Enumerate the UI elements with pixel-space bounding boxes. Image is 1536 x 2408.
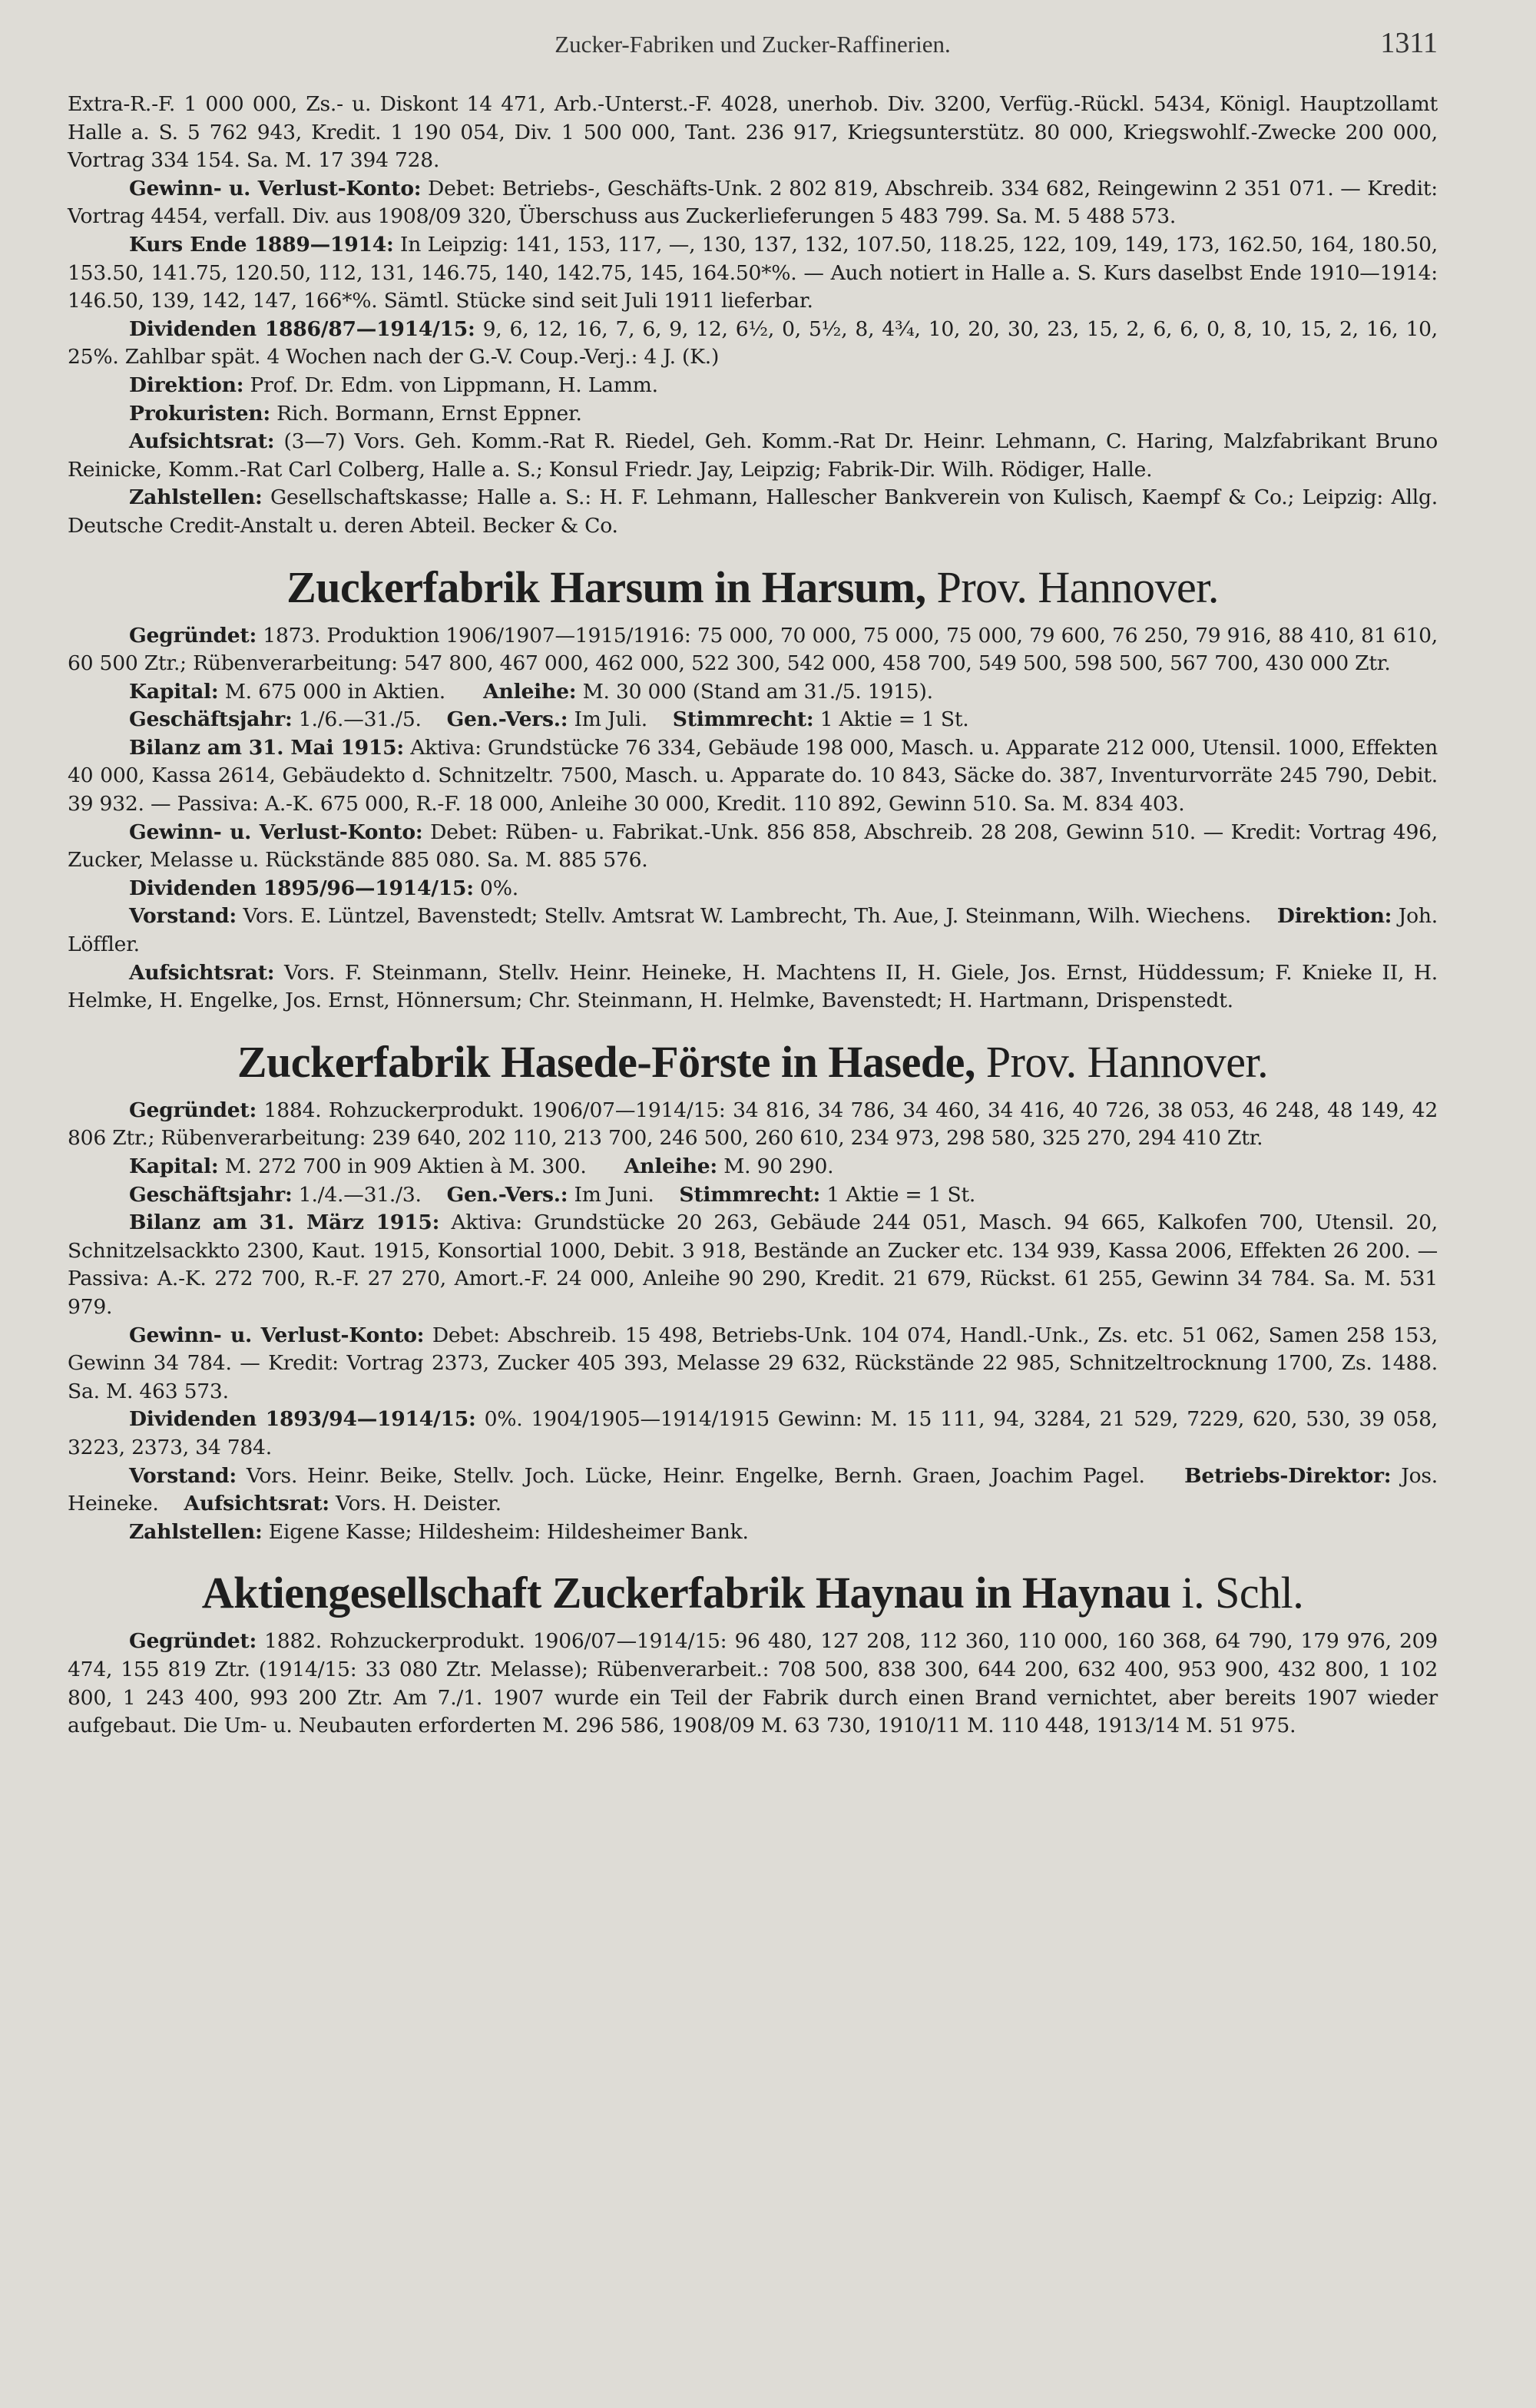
entry-text: 1 Aktie = 1 St. bbox=[826, 1182, 976, 1207]
company-location: Prov. Hannover. bbox=[985, 1036, 1269, 1087]
founded-entry bbox=[68, 622, 1438, 678]
entry-text: In Leipzig: 141, 153, 117, —, 130, 137, 132, 107.50, 118.25, 122, 109, 149, 173, 162.50, 164, 180.50, 153.50, 141.75, 120.50, 112, 131, 146.75, 140, 142.75, 145, 164.50*%. — Auch notiert in Halle a. S. Kurs daselbst Ende 1910—1914: 146.50, 139, 142, 147, 166*%. Sämtl. Stücke sind seit Juli 1911 lieferbar. bbox=[68, 232, 1438, 313]
entry-text: Eigene Kasse; Hildesheim: Hildesheimer Bank. bbox=[268, 1519, 749, 1544]
entry-text: 1882. Rohzuckerprodukt. 1906/07—1914/15: 96 480, 127 208, 112 360, 110 000, 160 368, 64 790, 179 976, 209 474, 155 819 Ztr. (1914/15: 33 080 Ztr. Melasse); Rübenverarbeit.: 708 500, 838 300, 644 200, 632 400, 953 900, 432 800, 1 102 800, 1 243 400, 993 200 Ztr. Am 7./1. 1907 wurde ein Teil der Fabrik durch einen Brand vernichtet, aber bereits 1907 wieder aufgebaut. Die Um- u. Neubauten erforderten M. 296 586, 1908/09 M. 63 730, 1910/11 M. 110 448, 1913/14 M. 51 975. bbox=[68, 1629, 1438, 1738]
entry-text: M. 675 000 in Aktien. bbox=[224, 679, 445, 704]
entry-label: Stimmrecht: bbox=[679, 1182, 821, 1207]
continuation-balance: Extra-R.-F. 1 000 000, Zs.- u. Diskont 14 471, Arb.-Unterst.-F. 4028, unerhob. Div. 3200, Verfüg.-Rückl. 5434, Königl. Hauptzollamt Halle a. S. 5 762 943, Kredit. 1 190 054, Div. 1 500 000, Tant. 236 917, Kriegsunterstütz. 80 000, Kriegswohlf.-Zwecke 200 000, Vortrag 334 154. Sa. M. 17 394 728. bbox=[68, 92, 1438, 173]
founded-entry bbox=[68, 1097, 1438, 1153]
entry-label: Geschäftsjahr: bbox=[129, 707, 293, 732]
entry-label: Zahlstellen: bbox=[129, 1519, 263, 1544]
entry-label: Gen.-Vers.: bbox=[446, 707, 568, 732]
entry-label: Dividenden 1895/96—1914/15: bbox=[129, 876, 474, 900]
capital-entry bbox=[68, 1153, 1438, 1181]
entry-text: M. 90 290. bbox=[723, 1154, 834, 1178]
profit-loss-entry bbox=[68, 819, 1438, 875]
entry-label: Gewinn- u. Verlust-Konto: bbox=[129, 820, 423, 844]
fiscal-year-entry bbox=[68, 1181, 1438, 1210]
dividends-entry bbox=[68, 1406, 1438, 1462]
entry-text: Debet: Abschreib. 15 498, Betriebs-Unk. 104 074, Handl.-Unk., Zs. etc. 51 062, Samen 258 153, Gewinn 34 784. — Kredit: Vortrag 2373, Zucker 405 393, Melasse 29 632, Rückstände 22 985, Schnitzeltrocknung 1700, Zs. 1488. Sa. M. 463 573. bbox=[68, 1323, 1438, 1403]
capital-entry bbox=[68, 678, 1438, 707]
running-title: Zucker-Fabriken und Zucker-Raffinerien. bbox=[554, 31, 951, 58]
entry-label: Kapital: bbox=[129, 1154, 219, 1178]
entry-label: Betriebs-Direktor: bbox=[1184, 1463, 1392, 1488]
company-name: Zuckerfabrik Harsum in Harsum, bbox=[286, 561, 926, 612]
entry-label: Prokuristen: bbox=[129, 401, 270, 426]
page-number: 1311 bbox=[1380, 27, 1438, 59]
entry-label: Vorstand: bbox=[129, 904, 237, 929]
entry-text: 9, 6, 12, 16, 7, 6, 9, 12, 6½, 0, 5½, 8, 4¾, 10, 20, 30, 23, 15, 2, 6, 6, 0, 8, 10, 15, 2, 16, 10, 25%. Zahlbar spät. 4 Wochen nach der G.-V. Coup.-Verj.: 4 J. (K.) bbox=[68, 316, 1438, 369]
entry-label: Dividenden 1893/94—1914/15: bbox=[129, 1407, 476, 1432]
company-name: Aktiengesellschaft Zuckerfabrik Haynau in Haynau bbox=[201, 1568, 1171, 1618]
entry-text: Rich. Bormann, Ernst Eppner. bbox=[276, 401, 582, 426]
company-heading-hasede bbox=[68, 1038, 1438, 1086]
entry-text: 1 Aktie = 1 St. bbox=[819, 707, 969, 732]
entry-text: Aktiva: Grundstücke 20 263, Gebäude 244 051, Masch. 94 665, Kalkofen 700, Utensil. 20, Schnitzelsackkto 2300, Kaut. 1915, Konsortial 1000, Debit. 3 918, Bestände an Zucker etc. 134 939, Kassa 2006, Effekten 26 200. — Passiva: A.-K. 272 700, R.-F. 27 270, Amort.-F. 24 000, Anleihe 90 290, Kredit. 21 679, Rückst. 61 255, Gewinn 34 784. Sa. M. 531 979. bbox=[68, 1211, 1438, 1319]
entry-label: Gegründet: bbox=[129, 623, 257, 648]
entry-label: Zahlstellen: bbox=[129, 485, 263, 510]
board-entry bbox=[68, 903, 1438, 959]
entry-label: Geschäftsjahr: bbox=[129, 1182, 293, 1207]
profit-loss-entry bbox=[68, 175, 1438, 231]
entry-label: Gen.-Vers.: bbox=[446, 1182, 568, 1207]
entry-label: Gewinn- u. Verlust-Konto: bbox=[129, 1323, 425, 1347]
entry-label: Aufsichtsrat: bbox=[184, 1492, 329, 1516]
entry-label: Kapital: bbox=[129, 679, 219, 704]
paying-agents-entry bbox=[68, 484, 1438, 540]
entry-text: 1./6.—31./5. bbox=[298, 707, 422, 732]
balance-entry bbox=[68, 734, 1438, 819]
entry-text: 0%. 1904/1905—1914/1915 Gewinn: M. 15 111, 94, 3284, 21 529, 7229, 620, 530, 39 058, 3223, 2373, 34 784. bbox=[68, 1407, 1438, 1459]
entry-text: 1873. Produktion 1906/1907—1915/1916: 75 000, 70 000, 75 000, 75 000, 79 600, 76 250, 79 916, 88 410, 81 610, 60 500 Ztr.; Rübenverarbeitung: 547 800, 467 000, 462 000, 522 300, 542 000, 458 700, 549 500, 598 500, 567 700, 430 000 Ztr. bbox=[68, 623, 1438, 676]
entry-text: Vors. Heinr. Beike, Stellv. Joch. Lücke, Heinr. Engelke, Bernh. Graen, Joachim Pagel. bbox=[246, 1463, 1145, 1488]
profit-loss-entry bbox=[68, 1322, 1438, 1406]
company-location: i. Schl. bbox=[1181, 1568, 1304, 1618]
entry-text: Vors. F. Steinmann, Stellv. Heinr. Heineke, H. Machtens II, H. Giele, Jos. Ernst, Hüddessum; F. Knieke II, H. Helmke, H. Engelke, Jos. Ernst, Hönnersum; Chr. Steinmann, H. Helmke, Bavenstedt; H. Hartmann, Drispenstedt. bbox=[68, 960, 1438, 1013]
entry-label: Gegründet: bbox=[129, 1098, 257, 1122]
supervisory-board-entry bbox=[68, 428, 1438, 484]
management-entry bbox=[68, 372, 1438, 400]
entry-text: Debet: Rüben- u. Fabrikat.-Unk. 856 858, Abschreib. 28 208, Gewinn 510. — Kredit: Vortrag 496, Zucker, Melasse u. Rückstände 885 080. Sa. M. 885 576. bbox=[68, 820, 1438, 873]
entry-label: Direktion: bbox=[129, 373, 244, 397]
entry-text: Im Juli. bbox=[574, 707, 647, 732]
company-heading-haynau bbox=[68, 1569, 1438, 1617]
entry-label: Bilanz am 31. Mai 1915: bbox=[129, 735, 404, 760]
fiscal-year-entry bbox=[68, 706, 1438, 734]
entry-text: Debet: Betriebs-, Geschäfts-Unk. 2 802 819, Abschreib. 334 682, Reingewinn 2 351 071. — Kredit: Vortrag 4454, verfall. Div. aus 1908/09 320, Überschuss aus Zuckerlieferungen 5 483 799. Sa. M. 5 488 573. bbox=[68, 176, 1438, 229]
text-column bbox=[68, 91, 1438, 1741]
entry-text: Prof. Dr. Edm. von Lippmann, H. Lamm. bbox=[250, 373, 658, 397]
entry-label: Gegründet: bbox=[129, 1629, 257, 1654]
entry-label: Direktion: bbox=[1276, 904, 1392, 929]
entry-text: 1./4.—31./3. bbox=[298, 1182, 422, 1207]
company-name: Zuckerfabrik Hasede-Förste in Hasede, bbox=[237, 1036, 975, 1087]
entry-label: Anleihe: bbox=[624, 1154, 717, 1178]
entry-label: Kurs Ende 1889—1914: bbox=[129, 232, 394, 257]
board-entry bbox=[68, 1462, 1438, 1519]
share-price-entry bbox=[68, 231, 1438, 316]
entry-text: Vors. H. Deister. bbox=[336, 1492, 502, 1516]
paying-agents-entry bbox=[68, 1519, 1438, 1547]
balance-entry bbox=[68, 1209, 1438, 1321]
entry-label: Aufsichtsrat: bbox=[129, 429, 275, 454]
running-head bbox=[68, 23, 1438, 69]
company-heading-harsum bbox=[68, 561, 1438, 612]
entry-text: M. 30 000 (Stand am 31./5. 1915). bbox=[582, 679, 933, 704]
dividends-entry bbox=[68, 316, 1438, 372]
entry-label: Dividenden 1886/87—1914/15: bbox=[129, 316, 475, 341]
entry-text: Jos. Heineke. bbox=[68, 1463, 1438, 1516]
company-location: Prov. Hannover. bbox=[936, 561, 1219, 612]
entry-text: 1884. Rohzuckerprodukt. 1906/07—1914/15: 34 816, 34 786, 34 460, 34 416, 40 726, 38 053, 46 248, 48 149, 42 806 Ztr.; Rübenverarbeitung: 239 640, 202 110, 213 700, 246 500, 260 610, 234 973, 298 580, 325 270, 294 410 Ztr. bbox=[68, 1098, 1438, 1151]
entry-label: Vorstand: bbox=[129, 1463, 237, 1488]
entry-text: Im Juni. bbox=[574, 1182, 654, 1207]
supervisory-board-entry bbox=[68, 959, 1438, 1015]
entry-label: Bilanz am 31. März 1915: bbox=[129, 1211, 440, 1235]
entry-text: Gesellschaftskasse; Halle a. S.: H. F. Lehmann, Hallescher Bankverein von Kulisch, Kaempf & Co.; Leipzig: Allg. Deutsche Credit-Anstalt u. deren Abteil. Becker & Co. bbox=[68, 485, 1438, 538]
entry-label: Aufsichtsrat: bbox=[129, 960, 275, 985]
entry-label: Anleihe: bbox=[483, 679, 577, 704]
entry-label: Gewinn- u. Verlust-Konto: bbox=[129, 176, 422, 200]
founded-entry bbox=[68, 1628, 1438, 1740]
entry-text: (3—7) Vors. Geh. Komm.-Rat R. Riedel, Geh. Komm.-Rat Dr. Heinr. Lehmann, C. Haring, Malzfabrikant Bruno Reinicke, Komm.-Rat Carl Colberg, Halle a. S.; Konsul Friedr. Jay, Leipzig; Fabrik-Dir. Wilh. Rödiger, Halle. bbox=[68, 429, 1438, 482]
dividends-entry bbox=[68, 875, 1438, 903]
entry-text: 0%. bbox=[480, 876, 518, 900]
entry-label: Stimmrecht: bbox=[672, 707, 814, 732]
entry-text: M. 272 700 in 909 Aktien à M. 300. bbox=[224, 1154, 587, 1178]
entry-text: Joh. Löffler. bbox=[68, 904, 1438, 957]
entry-text: Aktiva: Grundstücke 76 334, Gebäude 198 000, Masch. u. Apparate 212 000, Utensil. 1000, Effekten 40 000, Kassa 2614, Gebäudekto d. Schnitzeltr. 7500, Masch. u. Apparate do. 10 843, Säcke do. 387, Inventurvorräte 245 790, Debit. 39 932. — Passiva: A.-K. 675 000, R.-F. 18 000, Anleihe 30 000, Kredit. 110 892, Gewinn 510. Sa. M. 834 403. bbox=[68, 735, 1438, 816]
proxies-entry bbox=[68, 400, 1438, 429]
entry-text: Vors. E. Lüntzel, Bavenstedt; Stellv. Amtsrat W. Lambrecht, Th. Aue, J. Steinmann, Wilh. Wiechens. bbox=[243, 904, 1252, 929]
